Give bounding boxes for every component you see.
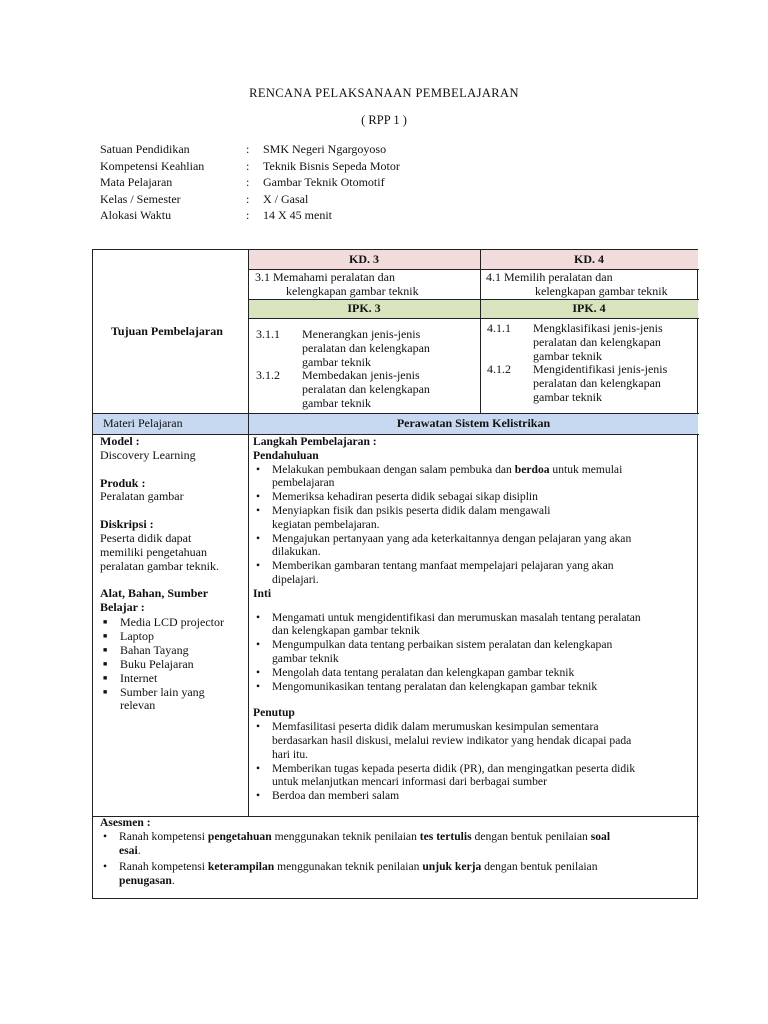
pendahuluan-line2: dipelajari. xyxy=(272,572,319,586)
alat-list xyxy=(100,615,245,699)
produk-label: Produk : xyxy=(100,475,146,490)
ipk4-item-line: gambar teknik xyxy=(533,348,602,363)
asesmen-bold: penugasan xyxy=(119,874,172,888)
grid-line xyxy=(248,250,249,816)
penutup-item xyxy=(253,720,693,761)
ipk4-item-line: gambar teknik xyxy=(533,389,602,404)
alat-item: ■ Bahan Tayang xyxy=(100,643,245,657)
alat-item: ■ Laptop xyxy=(100,629,245,643)
meta-row-kompetensi xyxy=(100,158,400,175)
penutup-line: berdasarkan hasil diskusi, melalui review indikator yang hendak dicapai pada xyxy=(272,733,632,747)
asesmen-bold: esai xyxy=(119,843,138,857)
ipk3-header: IPK. 3 xyxy=(347,301,381,315)
asesmen-section xyxy=(100,816,690,888)
inti-item xyxy=(253,680,693,694)
diskripsi-line: memiliki pengetahuan xyxy=(100,544,207,559)
penutup-list xyxy=(253,720,693,803)
ipk3-item-line: gambar teknik xyxy=(302,354,371,369)
meta-label: Satuan Pendidikan xyxy=(100,142,190,156)
asesmen-bold: tes tertulis xyxy=(419,829,472,843)
pendahuluan-list xyxy=(253,463,693,587)
inti-line: • Mengamati untuk mengidentifikasi dan merumuskan masalah tentang peralatan xyxy=(272,610,641,624)
penutup-line: • Memfasilitasi peserta didik dalam merumuskan kesimpulan sementara xyxy=(272,720,599,734)
diskripsi-line: Peserta didik dapat xyxy=(100,530,192,545)
penutup-item xyxy=(253,789,693,803)
alat-label: Belajar : xyxy=(100,600,145,615)
meta-colon: : xyxy=(246,158,250,173)
grid-line xyxy=(480,250,481,413)
pendahuluan-item xyxy=(253,463,693,491)
pendahuluan-text: Memberikan gambaran tentang manfaat mempelajari pelajaran yang akan xyxy=(272,559,614,573)
alat-item: ■ Media LCD projector xyxy=(100,615,245,629)
pendahuluan-label: Pendahuluan xyxy=(253,448,319,462)
inti-line: • Mengomunikasikan tentang peralatan dan kelengkapan gambar teknik xyxy=(272,679,598,693)
meta-colon: : xyxy=(246,208,250,223)
ipk4-item xyxy=(487,322,697,363)
asesmen-label: Asesmen : xyxy=(100,816,151,829)
grid-line xyxy=(93,413,699,414)
meta-value: Gambar Teknik Otomotif xyxy=(263,175,385,190)
asesmen-text: Ranah kompetensi xyxy=(119,829,208,843)
pendahuluan-bold: berdoa xyxy=(514,462,550,476)
penutup-line: untuk melanjutkan mencari informasi dari berbagai sumber xyxy=(272,775,547,789)
ipk3-item xyxy=(256,328,476,369)
meta-block xyxy=(100,141,400,224)
kd4-header: KD. 4 xyxy=(574,252,604,266)
penutup-line: hari itu. xyxy=(272,747,309,761)
asesmen-text: dengan bentuk penilaian xyxy=(481,860,598,874)
inti-item xyxy=(253,666,693,680)
ipk3-item-line: peralatan dan kelengkapan xyxy=(302,340,430,355)
inti-list xyxy=(253,611,693,694)
meta-row-alokasi xyxy=(100,207,400,224)
meta-value: X / Gasal xyxy=(263,191,309,206)
penutup-line: • Memberikan tugas kepada peserta didik (PR), dan mengingatkan peserta didik xyxy=(272,761,636,775)
inti-label: Inti xyxy=(253,586,272,600)
inti-item xyxy=(253,638,693,666)
kd4-text-line: kelengkapan gambar teknik xyxy=(535,283,668,298)
meta-row-kelas xyxy=(100,191,400,208)
kd3-header: KD. 3 xyxy=(349,252,379,266)
inti-item xyxy=(253,611,693,639)
ipk4-header: IPK. 4 xyxy=(572,301,606,315)
ipk4-item-line: peralatan dan kelengkapan xyxy=(533,376,661,391)
meta-colon: : xyxy=(246,142,250,156)
penutup-item xyxy=(253,762,693,790)
ipk3-item-line: Menerangkan jenis-jenis xyxy=(302,327,421,341)
asesmen-text: . xyxy=(171,874,175,888)
ipk3-item-line: Membedakan jenis-jenis xyxy=(302,368,420,383)
pendahuluan-item xyxy=(253,559,693,587)
meta-label: Kompetensi Keahlian xyxy=(100,158,205,173)
asesmen-bold: pengetahuan xyxy=(207,829,272,843)
ipk3-list xyxy=(256,328,476,411)
alat-item-continuation: relevan xyxy=(120,697,156,712)
ipk4-item xyxy=(487,363,697,404)
ipk4-item-number: 4.1.2 xyxy=(487,362,511,377)
tujuan-label: Tujuan Pembelajaran xyxy=(111,324,223,338)
kd4-text xyxy=(486,271,668,299)
pendahuluan-line2: kegiatan pembelajaran. xyxy=(272,517,380,531)
asesmen-text: . xyxy=(137,843,141,857)
ipk3-item-number: 3.1.2 xyxy=(256,368,280,383)
pendahuluan-text: Memeriksa kehadiran peserta didik sebagai sikap disiplin xyxy=(272,490,538,504)
asesmen-text: dengan bentuk penilaian xyxy=(471,829,591,843)
ipk4-item-line: Mengidentifikasi jenis-jenis xyxy=(533,362,668,377)
ipk3-item xyxy=(256,369,476,410)
meta-label: Mata Pelajaran xyxy=(100,175,173,190)
document-title: RENCANA PELAKSANAAN PEMBELAJARAN xyxy=(249,86,519,100)
left-column xyxy=(100,435,245,713)
kd3-text-line: 3.1 Memahami peralatan dan xyxy=(255,270,395,284)
kd3-text-line: kelengkapan gambar teknik xyxy=(286,283,419,298)
ipk3-item-line: peralatan dan kelengkapan xyxy=(302,382,430,397)
ipk4-item-line: peralatan dan kelengkapan xyxy=(533,334,661,349)
pendahuluan-line2: pembelajaran xyxy=(272,476,335,490)
asesmen-bold: unjuk kerja xyxy=(422,860,482,874)
alat-item: ■ Sumber lain yang xyxy=(100,685,245,699)
materi-value: Perawatan Sistem Kelistrikan xyxy=(396,416,551,430)
ipk4-item-line: Mengklasifikasi jenis-jenis xyxy=(533,321,663,335)
inti-line: dan kelengkapan gambar teknik xyxy=(272,624,420,638)
meta-label: Alokasi Waktu xyxy=(100,208,172,223)
pendahuluan-text: Menyiapkan fisik dan psikis peserta didik dalam mengawali xyxy=(272,503,551,517)
alat-item: ■ Buku Pelajaran xyxy=(100,657,245,671)
meta-label: Kelas / Semester xyxy=(100,191,181,206)
meta-colon: : xyxy=(246,175,250,190)
asesmen-bold: soal xyxy=(590,829,611,843)
meta-value: 14 X 45 menit xyxy=(263,208,332,223)
pendahuluan-text: Melakukan pembukaan dengan salam pembuka dan xyxy=(272,462,515,476)
pendahuluan-item xyxy=(253,532,693,560)
meta-row-mapel xyxy=(100,174,400,191)
asesmen-text: menggunakan teknik penilaian xyxy=(274,860,423,874)
inti-line: • Mengolah data tentang peralatan dan kelengkapan gambar teknik xyxy=(272,665,575,679)
penutup-label: Penutup xyxy=(253,706,295,720)
document-subtitle: ( RPP 1 ) xyxy=(361,113,407,127)
asesmen-text: Ranah kompetensi xyxy=(119,860,208,874)
meta-value: SMK Negeri Ngargoyoso xyxy=(263,142,387,156)
alat-label: Alat, Bahan, Sumber xyxy=(100,586,209,601)
alat-item: ■ Internet xyxy=(100,671,245,685)
ipk3-item-line: gambar teknik xyxy=(302,395,371,410)
asesmen-bold: keterampilan xyxy=(207,860,275,874)
inti-line: gambar teknik xyxy=(272,651,339,665)
penutup-line: • Berdoa dan memberi salam xyxy=(272,789,400,803)
right-column xyxy=(253,435,693,803)
meta-colon: : xyxy=(246,191,250,206)
asesmen-item xyxy=(100,860,690,888)
grid-line xyxy=(248,299,699,300)
diskripsi-line: peralatan gambar teknik. xyxy=(100,558,219,573)
produk-value: Peralatan gambar xyxy=(100,489,184,504)
ipk3-item-number: 3.1.1 xyxy=(256,327,280,341)
model-value: Discovery Learning xyxy=(100,447,196,462)
meta-value: Teknik Bisnis Sepeda Motor xyxy=(263,158,400,173)
pendahuluan-text: untuk memulai xyxy=(549,462,623,476)
grid-line xyxy=(248,318,699,319)
ipk4-item-number: 4.1.1 xyxy=(487,321,511,335)
kd3-text xyxy=(255,271,419,299)
pendahuluan-text: Mengajukan pertanyaan yang ada keterkaitannya dengan pelajaran yang akan xyxy=(272,531,632,545)
pendahuluan-line2: dilakukan. xyxy=(272,545,321,559)
rpp-table xyxy=(92,249,698,899)
kd4-text-line: 4.1 Memilih peralatan dan xyxy=(486,270,613,284)
meta-row-satuan xyxy=(100,141,400,158)
langkah-label: Langkah Pembelajaran : xyxy=(253,435,377,448)
inti-line: • Mengumpulkan data tentang perbaikan sistem peralatan dan kelengkapan xyxy=(272,638,613,652)
ipk4-list xyxy=(487,322,697,405)
asesmen-list xyxy=(100,830,690,888)
pendahuluan-item xyxy=(253,490,693,504)
materi-label: Materi Pelajaran xyxy=(103,416,183,430)
diskripsi-label: Diskripsi : xyxy=(100,517,154,532)
asesmen-item xyxy=(100,830,690,858)
pendahuluan-item xyxy=(253,504,693,532)
asesmen-text: menggunakan teknik penilaian xyxy=(271,829,420,843)
model-label: Model : xyxy=(100,434,140,448)
